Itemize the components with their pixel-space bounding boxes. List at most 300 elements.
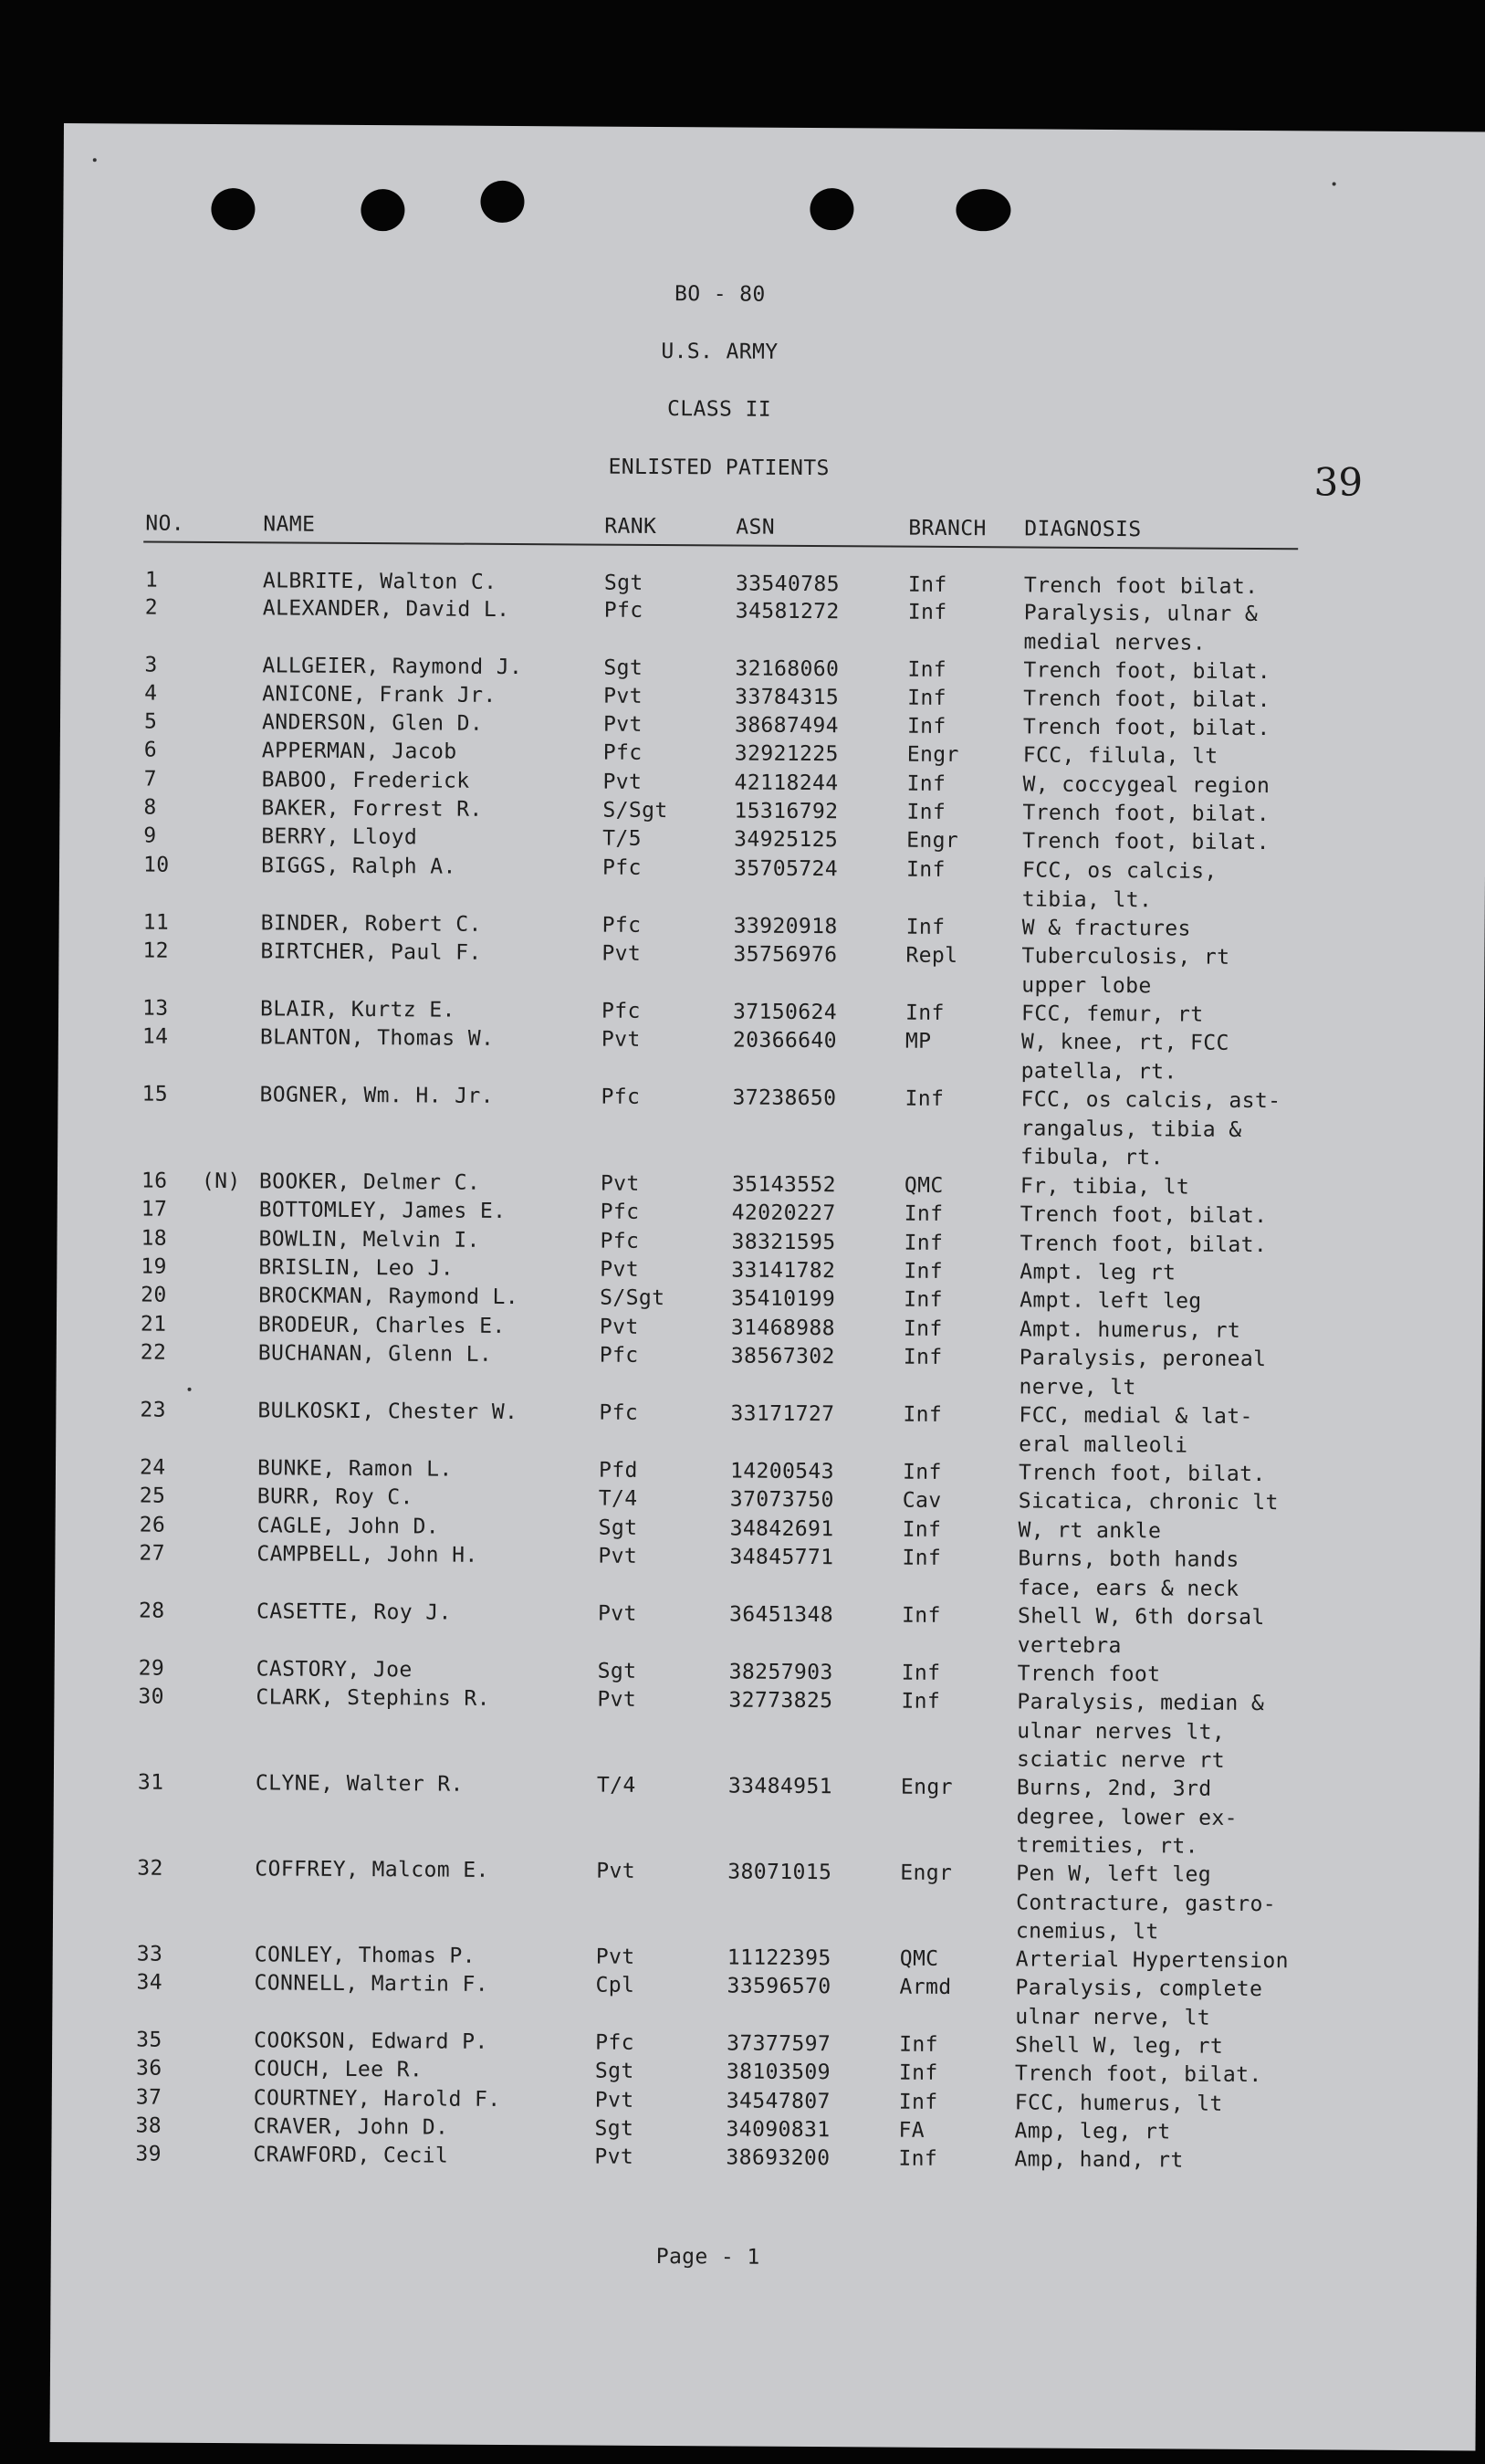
diagnosis-line: tibia, lt. (1021, 886, 1153, 912)
cell-name: BUNKE, Ramon L. (256, 1456, 453, 1482)
cell-no: 32 (137, 1856, 163, 1881)
cell-branch: Engr (906, 742, 959, 768)
cell-diagnosis (1019, 1487, 1279, 1517)
cell-asn: 35410199 (731, 1286, 836, 1312)
page-footer: Page - 1 (655, 2245, 760, 2270)
diagnosis-line: Trench foot bilat. (1023, 573, 1259, 600)
cell-name: BERRY, Lloyd (261, 824, 418, 850)
diagnosis-line: Ampt. leg rt (1020, 1260, 1176, 1285)
cell-diagnosis (1023, 741, 1218, 771)
diagnosis-line: W, knee, rt, FCC (1020, 1030, 1229, 1055)
diagnosis-line: Trench foot, bilat. (1023, 687, 1271, 713)
cell-no: 38 (135, 2113, 162, 2138)
cell-name: COOKSON, Edward P. (254, 2029, 488, 2054)
cell-branch: Inf (907, 657, 947, 682)
diagnosis-line: Paralysis, peroneal (1019, 1346, 1267, 1372)
header-rule (143, 541, 1298, 550)
cell-no: 10 (142, 853, 170, 877)
cell-name: BOGNER, Wm. H. Jr. (259, 1083, 495, 1108)
cell-rank: Pvt (597, 1601, 637, 1626)
cell-no: 5 (143, 709, 158, 734)
cell-branch: Inf (903, 1402, 943, 1427)
cell-diagnosis (1023, 656, 1271, 687)
cell-rank: Pfc (599, 1343, 639, 1368)
cell-rank: Pfc (599, 1400, 639, 1425)
cell-rank: Pfc (602, 740, 643, 765)
doc-subtitle: ENLISTED PATIENTS (608, 455, 830, 481)
cell-asn: 37377597 (727, 2031, 831, 2057)
cell-rank: Sgt (598, 1515, 638, 1540)
cell-name: BOTTOMLEY, James E. (258, 1198, 507, 1223)
cell-branch: Inf (898, 2090, 938, 2114)
cell-diagnosis (1023, 685, 1271, 715)
diagnosis-line: ulnar nerve, lt (1015, 2004, 1211, 2030)
speck (93, 158, 97, 162)
cell-rank: Pvt (597, 1687, 637, 1712)
cell-no: 24 (139, 1455, 166, 1480)
col-header-rank: RANK (604, 514, 657, 539)
cell-asn: 32773825 (728, 1688, 833, 1714)
diagnosis-line: eral malleoli (1019, 1431, 1188, 1458)
cell-name: ALLGEIER, Raymond J. (262, 654, 523, 680)
cell-asn: 37150624 (732, 1000, 838, 1025)
cell-no: 33 (136, 1942, 163, 1966)
cell-diagnosis (1020, 1258, 1176, 1288)
cell-asn: 38567302 (730, 1344, 835, 1369)
speck (1333, 182, 1336, 185)
cell-branch: Inf (907, 600, 947, 624)
cell-asn: 38687494 (734, 713, 840, 739)
cell-rank: Pvt (601, 1027, 641, 1052)
cell-name: CLYNE, Walter R. (255, 1771, 464, 1797)
cell-branch: QMC (899, 1946, 939, 1971)
cell-asn: 33596570 (727, 1974, 831, 1999)
cell-no: 22 (140, 1340, 167, 1365)
cell-no: 2 (144, 595, 159, 620)
cell-no: 18 (141, 1226, 168, 1251)
diagnosis-line: medial nerves. (1023, 629, 1207, 655)
cell-branch: Inf (898, 2060, 938, 2085)
cell-name: BINDER, Robert C. (260, 911, 482, 937)
cell-rank: Sgt (597, 1659, 637, 1683)
cell-branch: QMC (904, 1173, 944, 1198)
diagnosis-line: rangalus, tibia & (1020, 1116, 1242, 1142)
cell-branch: Inf (906, 714, 946, 739)
cell-asn: 35705724 (733, 856, 839, 882)
cell-asn: 14200543 (729, 1459, 835, 1484)
table-row (61, 566, 1430, 600)
doc-code: BO - 80 (674, 282, 766, 307)
cell-rank: Pvt (600, 1257, 640, 1282)
diagnosis-line: Contracture, gastro- (1016, 1890, 1277, 1916)
cell-no: 17 (141, 1197, 168, 1222)
cell-name: APPERMAN, Jacob (261, 739, 457, 764)
cell-asn: 42020227 (731, 1201, 836, 1226)
cell-asn: 42118244 (734, 771, 839, 796)
diagnosis-line: patella, rt. (1020, 1058, 1177, 1084)
cell-no: 14 (141, 1024, 169, 1049)
diagnosis-line: Pen W, left leg (1016, 1861, 1212, 1887)
cell-asn: 33171727 (730, 1401, 835, 1427)
cell-no: 28 (138, 1599, 165, 1623)
cell-no: 16 (141, 1169, 168, 1193)
cell-asn: 37073750 (729, 1487, 834, 1513)
cell-rank: Pvt (599, 1315, 639, 1339)
cell-no: 23 (140, 1398, 166, 1422)
cell-asn: 34090831 (726, 2117, 831, 2143)
cell-diagnosis (1022, 914, 1191, 944)
cell-diagnosis (1022, 771, 1270, 801)
diagnosis-line: Paralysis, ulnar & (1023, 601, 1259, 627)
diagnosis-line: sciatic nerve rt (1016, 1747, 1226, 1773)
cell-rank: Cpl (595, 1973, 635, 1997)
cell-no: 3 (144, 653, 158, 677)
cell-branch: Inf (905, 1001, 945, 1025)
cell-branch: Engr (900, 1861, 953, 1885)
cell-diagnosis (1014, 2117, 1170, 2147)
diagnosis-line: Arterial Hypertension (1015, 1947, 1290, 1974)
cell-no: 35 (136, 2028, 162, 2052)
cell-rank: Pvt (602, 770, 643, 794)
cell-rank: Pvt (596, 1859, 636, 1883)
cell-branch: Inf (901, 1661, 941, 1685)
table-row (59, 908, 1428, 941)
cell-branch: Inf (907, 572, 947, 597)
cell-no: 21 (140, 1312, 167, 1337)
cell-no: 20 (141, 1283, 167, 1307)
cell-name: CAMPBELL, John H. (256, 1542, 478, 1568)
cell-diagnosis (1020, 1201, 1268, 1231)
cell-asn: 36451348 (728, 1602, 834, 1628)
cell-no: 26 (139, 1513, 166, 1537)
cell-rank: Pfc (601, 855, 642, 880)
cell-branch: Inf (905, 915, 946, 939)
diagnosis-line: Shell W, leg, rt (1015, 2033, 1224, 2059)
cell-asn: 33920918 (733, 914, 838, 939)
cell-asn: 34842691 (729, 1516, 834, 1542)
cell-branch: Inf (904, 1201, 944, 1226)
diagnosis-line: ulnar nerves lt, (1017, 1718, 1226, 1745)
cell-name: BLAIR, Kurtz E. (259, 997, 455, 1022)
cell-no: 39 (135, 2142, 162, 2166)
punch-hole (211, 188, 255, 230)
cell-name: BUCHANAN, Glenn L. (257, 1341, 493, 1367)
cell-branch: MP (905, 1029, 932, 1054)
cell-no: 31 (137, 1770, 164, 1795)
cell-rank: Pfc (600, 1200, 640, 1224)
cell-diagnosis (1016, 1945, 1289, 1976)
punch-hole (480, 181, 524, 223)
diagnosis-line: Trench foot, bilat. (1022, 801, 1271, 827)
cell-diagnosis (1022, 799, 1270, 829)
diagnosis-line: face, ears & neck (1018, 1575, 1239, 1601)
diagnosis-line: Trench foot, bilat. (1022, 715, 1271, 741)
cell-no: 25 (139, 1484, 166, 1508)
diagnosis-line: W, rt ankle (1018, 1518, 1162, 1544)
cell-asn: 15316792 (734, 799, 839, 824)
cell-diagnosis (1016, 1774, 1238, 1861)
punch-hole (810, 188, 853, 230)
cell-branch: Inf (902, 1517, 942, 1542)
cell-rank: Sgt (594, 2059, 634, 2083)
cell-name: BIGGS, Ralph A. (260, 854, 456, 879)
cell-diagnosis (1019, 1344, 1266, 1403)
cell-asn: 38257903 (728, 1660, 833, 1685)
cell-no: 13 (141, 996, 169, 1021)
cell-diagnosis (1021, 942, 1229, 1001)
cell-diagnosis (1020, 1085, 1281, 1173)
diagnosis-line: Shell W, 6th dorsal (1017, 1604, 1265, 1630)
diagnosis-line: Fr, tibia, lt (1020, 1174, 1190, 1200)
diagnosis-line: Tuberculosis, rt (1021, 944, 1230, 970)
col-header-name: NAME (263, 512, 316, 537)
cell-branch: Armd (899, 1975, 952, 1999)
cell-name: ALEXANDER, David L. (262, 596, 510, 622)
cell-rank: Pvt (602, 712, 643, 737)
cell-diagnosis (1017, 1688, 1264, 1776)
diagnosis-line: FCC, filula, lt (1022, 743, 1218, 769)
cell-name: CASETTE, Roy J. (256, 1599, 452, 1625)
cell-name: ALBRITE, Walton C. (262, 569, 497, 594)
cell-diagnosis (1023, 713, 1271, 743)
diagnosis-line: FCC, os calcis, ast- (1020, 1087, 1281, 1114)
cell-no: 15 (141, 1082, 169, 1106)
cell-name: CAGLE, John D. (256, 1514, 440, 1539)
doc-class: CLASS II (667, 397, 772, 422)
cell-rank: Pfc (601, 913, 642, 938)
col-header-asn: ASN (736, 515, 776, 540)
cell-asn: 32921225 (734, 741, 839, 767)
diagnosis-line: tremities, rt. (1016, 1833, 1199, 1859)
cell-branch: Inf (901, 1603, 941, 1628)
col-header-no: NO. (145, 511, 185, 536)
cell-no: 12 (142, 938, 170, 963)
diagnosis-line: vertebra (1017, 1632, 1122, 1658)
cell-diagnosis (1015, 2089, 1223, 2119)
cell-diagnosis (1020, 1316, 1240, 1346)
diagnosis-line: cnemius, lt (1015, 1919, 1159, 1945)
cell-asn: 33540785 (735, 571, 840, 597)
cell-diagnosis (1020, 1286, 1202, 1316)
cell-no: 1 (144, 568, 159, 592)
cell-diagnosis (1022, 827, 1270, 857)
cell-name: COFFREY, Malcom E. (255, 1857, 489, 1882)
cell-name: CRAVER, John D. (253, 2114, 449, 2140)
cell-diagnosis (1015, 2060, 1262, 2090)
document-page (49, 123, 1485, 2450)
cell-branch: Cav (902, 1488, 942, 1513)
cell-asn: 33484951 (727, 1774, 832, 1799)
cell-diagnosis (1018, 1660, 1161, 1689)
cell-diagnosis (1021, 1028, 1229, 1086)
cell-branch: Inf (904, 1231, 944, 1255)
cell-name: BOOKER, Delmer C. (258, 1169, 481, 1195)
cell-no: 37 (135, 2085, 162, 2110)
cell-diagnosis (1021, 1000, 1204, 1030)
cell-asn: 38693200 (726, 2145, 831, 2171)
cell-asn: 34547807 (726, 2089, 831, 2114)
cell-rank: Pvt (595, 1945, 635, 1969)
cell-no: 11 (142, 910, 170, 935)
doc-org: U.S. ARMY (661, 340, 779, 364)
cell-asn: 35143552 (731, 1172, 836, 1198)
cell-rank: T/4 (598, 1486, 638, 1511)
cell-diagnosis (1019, 1516, 1162, 1546)
cell-asn: 38103509 (726, 2060, 831, 2085)
cell-no: 19 (141, 1254, 167, 1279)
cell-branch: Inf (904, 1287, 943, 1312)
cell-rank: Pvt (603, 684, 643, 708)
cell-asn: 33141782 (731, 1258, 836, 1284)
diagnosis-line: Burns, both hands (1018, 1547, 1239, 1572)
cell-asn: 38071015 (727, 1860, 832, 1885)
cell-branch: Engr (906, 828, 959, 854)
cell-diagnosis (1014, 2145, 1183, 2176)
cell-rank: Pfc (595, 2030, 634, 2055)
cell-asn: 20366640 (732, 1028, 837, 1054)
diagnosis-line: Paralysis, median & (1017, 1690, 1265, 1716)
cell-name: CLARK, Stephins R. (256, 1685, 490, 1711)
cell-diagnosis (1015, 2031, 1223, 2061)
diagnosis-line: Trench foot (1017, 1662, 1161, 1687)
cell-rank: Pfc (601, 1085, 641, 1109)
diagnosis-line: FCC, medial & lat- (1019, 1403, 1253, 1429)
cell-branch: FA (898, 2118, 926, 2143)
cell-branch: Inf (906, 800, 946, 824)
cell-branch: Engr (900, 1775, 953, 1799)
cell-no: 7 (143, 767, 157, 792)
cell-diagnosis (1020, 1230, 1267, 1260)
cell-no: 30 (138, 1684, 165, 1709)
diagnosis-line: fibula, rt. (1020, 1145, 1164, 1170)
cell-no: 6 (143, 738, 158, 762)
cell-rank: Sgt (603, 571, 643, 595)
cell-diagnosis (1024, 571, 1259, 602)
punch-hole (956, 189, 1010, 231)
cell-asn: 38321595 (731, 1230, 836, 1255)
cell-diagnosis (1019, 1401, 1253, 1461)
cell-rank: Pfc (601, 999, 641, 1023)
cell-diagnosis (1020, 1172, 1189, 1202)
cell-name: COURTNEY, Harold F. (253, 2086, 501, 2112)
cell-rank: Sgt (594, 2116, 634, 2141)
cell-branch: Inf (898, 2146, 938, 2171)
cell-asn: 34845771 (729, 1545, 834, 1570)
cell-name: CONLEY, Thomas P. (254, 1943, 476, 1968)
diagnosis-line: Trench foot, bilat. (1020, 1202, 1268, 1229)
cell-no: 34 (136, 1970, 163, 1995)
cell-name: BROCKMAN, Raymond L. (258, 1284, 519, 1310)
cell-diagnosis (1018, 1602, 1265, 1662)
cell-branch: Inf (899, 2032, 938, 2057)
cell-branch: Inf (905, 857, 946, 882)
cell-rank: Pvt (598, 1544, 638, 1568)
cell-asn: 31468988 (730, 1316, 836, 1341)
cell-diagnosis (1018, 1545, 1239, 1603)
cell-branch: Inf (906, 771, 946, 796)
cell-diagnosis (1019, 1459, 1266, 1489)
diagnosis-line: Amp, hand, rt (1014, 2147, 1184, 2173)
cell-name: BIRTCHER, Paul F. (260, 939, 482, 965)
diagnosis-line: nerve, lt (1019, 1374, 1136, 1400)
cell-diagnosis (1015, 1974, 1262, 2033)
cell-asn: 34581272 (735, 599, 840, 624)
cell-rank: Pvt (594, 2144, 634, 2169)
cell-diagnosis (1016, 1860, 1277, 1947)
diagnosis-line: Amp, leg, rt (1014, 2119, 1171, 2144)
col-header-branch: BRANCH (908, 516, 987, 541)
cell-no: 8 (143, 795, 157, 820)
cell-asn: 35756976 (733, 942, 838, 968)
cell-branch: Repl (905, 943, 958, 968)
cell-branch: Inf (907, 686, 946, 710)
cell-diagnosis (1023, 599, 1258, 658)
cell-rank: Pfc (603, 598, 643, 623)
cell-asn: 33784315 (735, 685, 840, 710)
cell-no: 9 (143, 823, 157, 848)
diagnosis-line: Trench foot, bilat. (1020, 1232, 1268, 1258)
cell-no: 36 (135, 2056, 162, 2081)
cell-branch: Inf (902, 1546, 942, 1570)
cell-rank: Pvt (601, 941, 642, 966)
cell-asn: 37238650 (732, 1085, 837, 1111)
cell-rank: T/4 (596, 1773, 636, 1798)
page-number: 39 (1313, 459, 1364, 505)
cell-note: (N) (201, 1169, 241, 1194)
cell-branch: Inf (902, 1460, 942, 1484)
diagnosis-line: Burns, 2nd, 3rd (1016, 1776, 1212, 1801)
col-header-diagnosis: DIAGNOSIS (1024, 517, 1142, 542)
cell-name: ANICONE, Frank Jr. (262, 682, 497, 708)
cell-rank: Pvt (600, 1171, 640, 1196)
cell-rank: T/5 (602, 826, 643, 851)
cell-name: BULKOSKI, Chester W. (257, 1399, 518, 1425)
cell-name: BRISLIN, Leo J. (258, 1255, 455, 1281)
diagnosis-line: FCC, femur, rt (1020, 1001, 1204, 1027)
diagnosis-line: Ampt. left leg (1020, 1288, 1202, 1314)
cell-name: CONNELL, Martin F. (254, 1971, 489, 1997)
cell-no: 29 (138, 1656, 165, 1681)
cell-asn: 34925125 (734, 827, 839, 853)
diagnosis-line: W & fractures (1021, 916, 1191, 941)
cell-rank: Sgt (603, 655, 643, 680)
diagnosis-line: Trench foot, bilat. (1022, 829, 1270, 855)
cell-asn: 11122395 (727, 1945, 831, 1971)
speck (188, 1388, 192, 1391)
cell-branch: Inf (905, 1086, 945, 1111)
diagnosis-line: Trench foot, bilat. (1014, 2061, 1262, 2088)
cell-rank: Pfc (600, 1229, 640, 1253)
cell-rank: Pfd (598, 1458, 638, 1483)
diagnosis-line: degree, lower ex- (1016, 1804, 1238, 1830)
cell-rank: Pvt (594, 2088, 634, 2113)
cell-name: COUCH, Lee R. (253, 2057, 424, 2082)
cell-name: BRODEUR, Charles E. (257, 1313, 506, 1338)
cell-name: BAKER, Forrest R. (261, 796, 483, 822)
cell-name: BURR, Roy C. (256, 1484, 413, 1510)
diagnosis-line: FCC, os calcis, (1021, 858, 1218, 884)
cell-rank: S/Sgt (600, 1285, 665, 1311)
diagnosis-line: Paralysis, complete (1015, 1976, 1263, 2002)
cell-no: 4 (144, 681, 158, 706)
cell-name: CRAWFORD, Cecil (253, 2143, 449, 2168)
cell-name: CASTORY, Joe (256, 1657, 413, 1683)
cell-branch: Inf (903, 1316, 943, 1341)
cell-asn: 32168060 (735, 656, 840, 682)
cell-name: BABOO, Frederick (261, 768, 470, 793)
diagnosis-line: Sicatica, chronic lt (1018, 1489, 1279, 1515)
cell-name: BOWLIN, Melvin I. (258, 1227, 480, 1253)
